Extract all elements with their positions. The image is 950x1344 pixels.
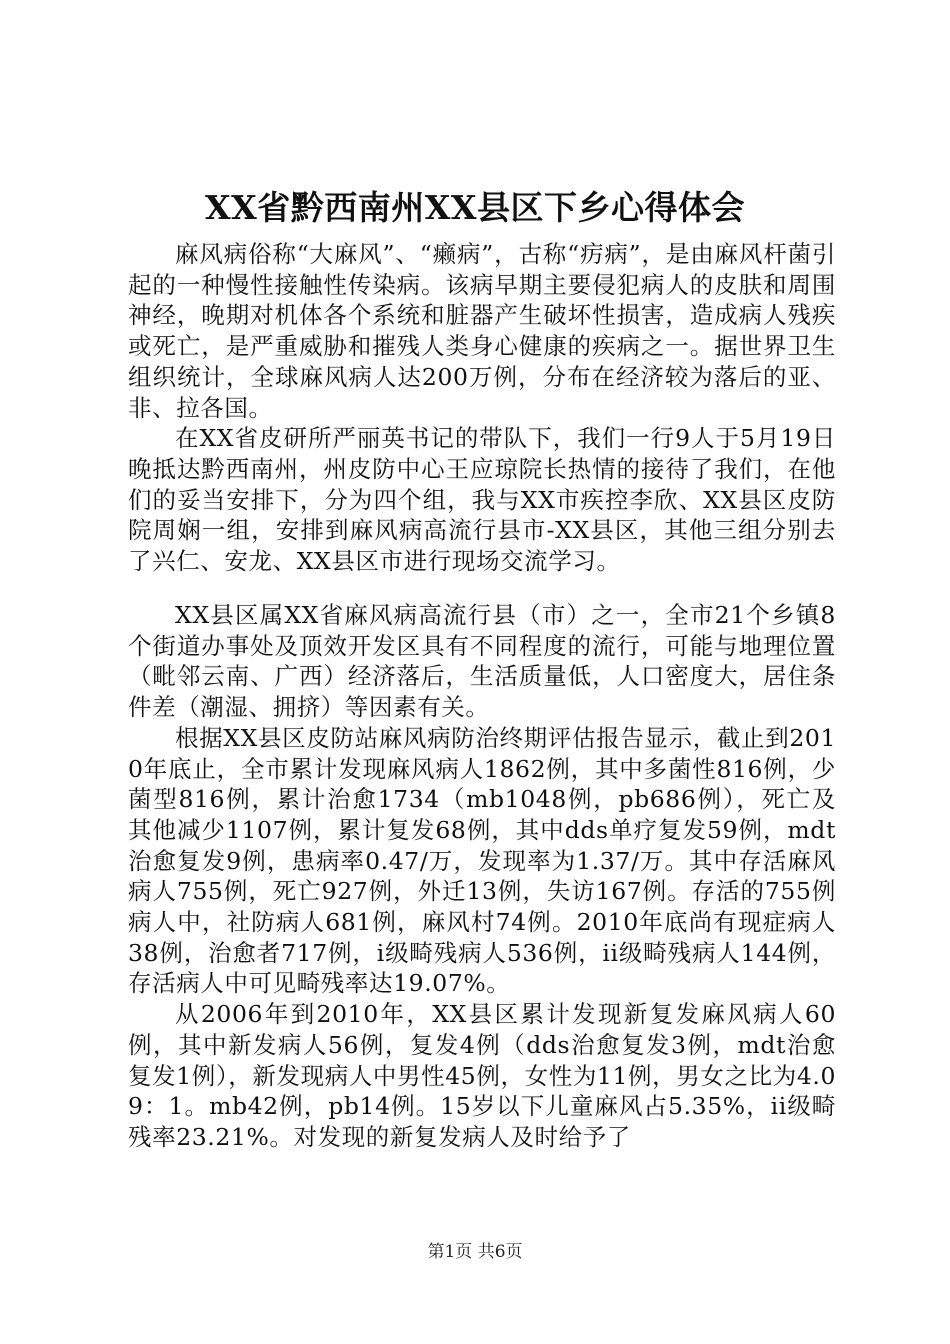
page-number-footer: 第1页 共6页 bbox=[427, 1242, 523, 1262]
paragraph: 麻风病俗称“大麻风”、“癞病”，古称“疠病”，是由麻风杆菌引起的一种慢性接触性传染病。该病早期主要侵犯病人的皮肤和周围神经，晚期对机体各个系统和脏器产生破坏性损害，造成病人残疾或死亡，是严重威胁和摧残人类身心健康的疾病之一。据世界卫生组织统计，全球麻风病人达200万例，分布在经济较为落后的亚、非、拉各国。 bbox=[128, 240, 836, 422]
body-section-statistics bbox=[128, 600, 836, 1153]
body-section-intro bbox=[128, 239, 836, 577]
paragraph: 从2006年到2010年，XX县区累计发现新复发麻风病人60例，其中新发病人56例，复发4例（dds治愈复发3例，mdt治愈复发1例），新发现病人中男性45例，女性为11例，男女之比为4.09：1。mb42例，pb14例。15岁以下儿童麻风占5.35%，ii级畸残率23.21%。对发现的新复发病人及时给予了 bbox=[128, 1000, 836, 1151]
paragraph: 根据XX县区皮防站麻风病防治终期评估报告显示，截止到2010年底止，全市累计发现麻风病人1862例，其中多菌性816例，少菌型816例，累计治愈1734（mb1048例，pb686例），死亡及其他减少1107例，累计复发68例，其中dds单疗复发59例，mdt治愈复发9例，患病率0.47/万，发现率为1.37/万。其中存活麻风病人755例，死亡927例，外迁13例，失访167例。存活的755例病人中，社防病人681例，麻风村74例。2010年底尚有现症病人38例，治愈者717例，i级畸残病人536例，ii级畸残病人144例，存活病人中可见畸残率达19.07%。 bbox=[128, 723, 836, 998]
document-title: XX省黔西南州XX县区下乡心得体会 bbox=[205, 188, 745, 227]
paragraph: XX县区属XX省麻风病高流行县（市）之一，全市21个乡镇8个街道办事处及顶效开发区具有不同程度的流行，可能与地理位置（毗邻云南、广西）经济落后，生活质量低，人口密度大，居住条件差（潮湿、拥挤）等因素有关。 bbox=[128, 601, 836, 722]
paragraph: 在XX省皮研所严丽英书记的带队下，我们一行9人于5月19日晚抵达黔西南州，州皮防中心王应琼院长热情的接待了我们，在他们的妥当安排下，分为四个组，我与XX市疾控李欣、XX县区皮防院周娴一组，安排到麻风病高流行县市-XX县区，其他三组分别去了兴仁、安龙、XX县区市进行现场交流学习。 bbox=[128, 424, 836, 576]
